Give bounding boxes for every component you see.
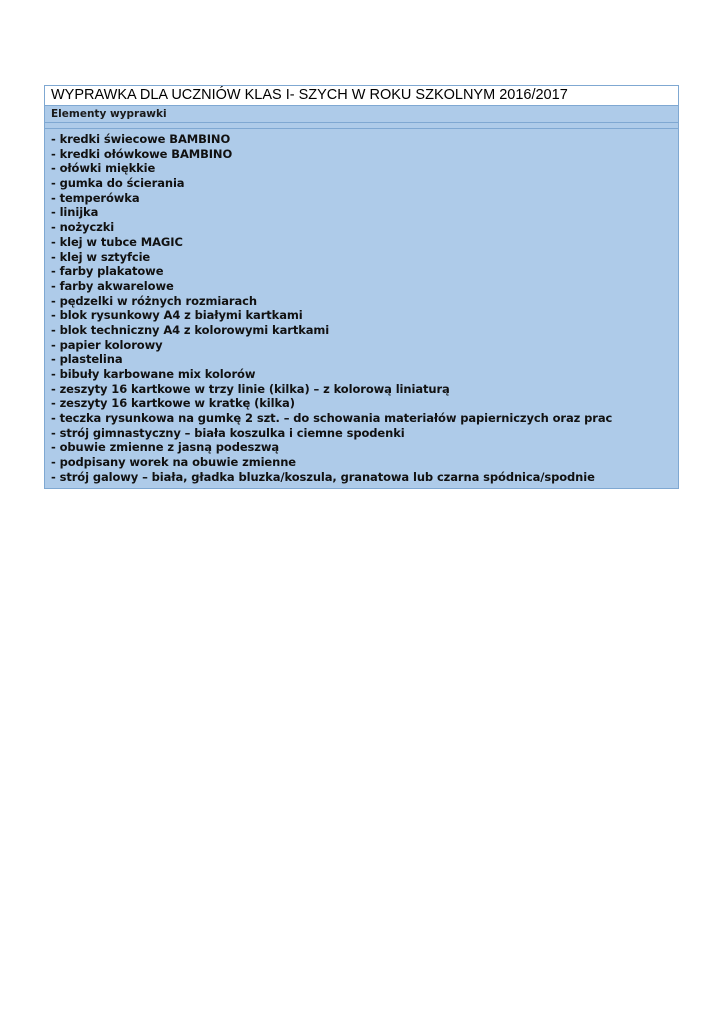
list-item: - zeszyty 16 kartkowe w trzy linie (kilka) – z kolorową liniaturą xyxy=(51,381,450,396)
list-item: - nożyczki xyxy=(51,220,115,235)
list-item: - gumka do ścierania xyxy=(51,176,185,191)
list-item: - blok techniczny A4 z kolorowymi kartkami xyxy=(51,322,330,337)
list-item: - klej w sztyfcie xyxy=(51,249,151,264)
list-item: - strój gimnastyczny – biała koszulka i ciemne spodenki xyxy=(51,425,405,440)
document-title: WYPRAWKA DLA UCZNIÓW KLAS I- SZYCH W ROKU SZKOLNYM 2016/2017 xyxy=(51,87,568,103)
list-item: - teczka rysunkowa na gumkę 2 szt. – do schowania materiałów papierniczych oraz prac xyxy=(51,411,613,426)
list-item: - farby akwarelowe xyxy=(51,278,174,293)
list-item: - bibuły karbowane mix kolorów xyxy=(51,367,256,381)
supply-items-list xyxy=(45,129,678,488)
title-row xyxy=(45,86,678,106)
list-item: - podpisany worek na obuwie zmienne xyxy=(51,455,296,470)
list-item: - temperówka xyxy=(51,190,140,205)
list-item: - kredki ołówkowe BAMBINO xyxy=(51,146,233,161)
list-item: - klej w tubce MAGIC xyxy=(51,234,183,249)
list-item: - farby plakatowe xyxy=(51,264,164,279)
list-item: - blok rysunkowy A4 z białymi kartkami xyxy=(51,308,303,323)
list-item: - kredki świecowe BAMBINO xyxy=(51,132,231,146)
subheader-row xyxy=(45,106,678,123)
list-item: - strój galowy – biała, gładka bluzka/koszula, granatowa lub czarna spódnica/spodnie xyxy=(51,469,595,484)
supply-list-table xyxy=(44,85,679,489)
list-item: - linijka xyxy=(51,205,99,220)
section-subheader: Elementy wyprawki xyxy=(51,108,167,120)
list-item: - pędzelki w różnych rozmiarach xyxy=(51,293,257,308)
list-item: - obuwie zmienne z jasną podeszwą xyxy=(51,440,280,455)
list-item: - plastelina xyxy=(51,352,123,367)
list-item: - zeszyty 16 kartkowe w kratkę (kilka) xyxy=(51,396,295,411)
list-item: - ołówki miękkie xyxy=(51,161,156,176)
list-item: - papier kolorowy xyxy=(51,337,163,352)
